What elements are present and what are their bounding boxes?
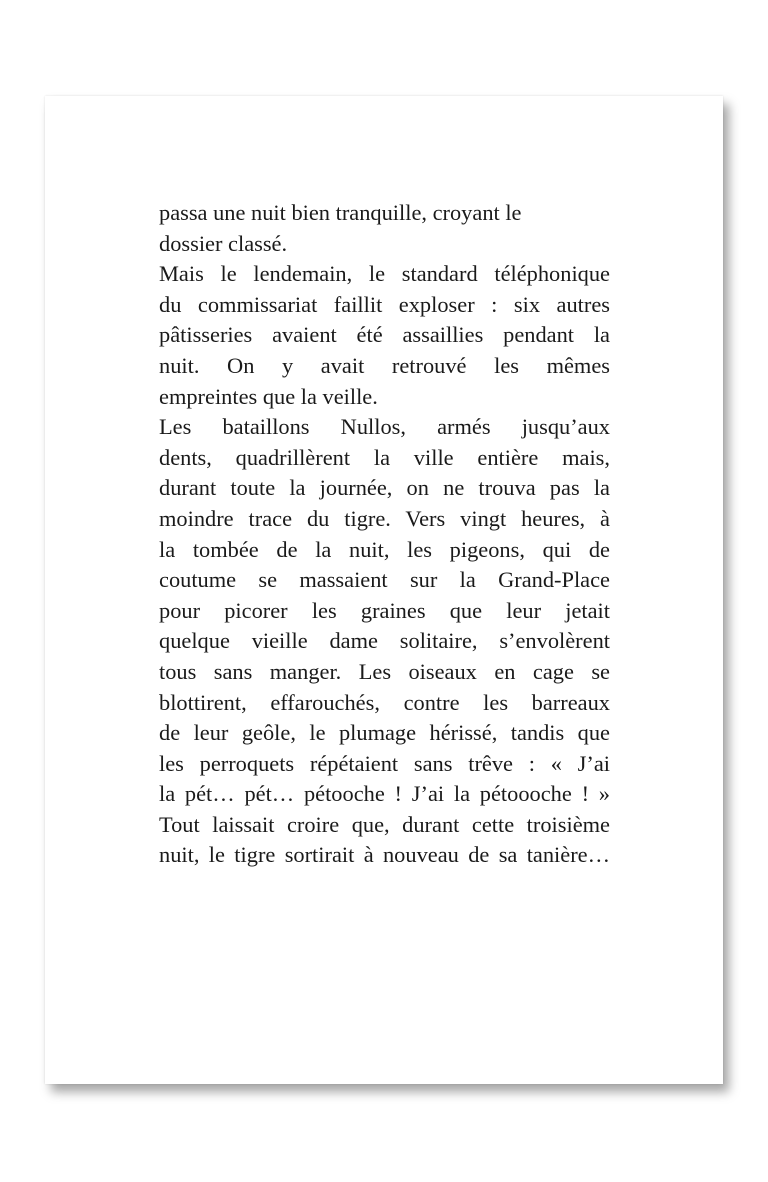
- book-page: [45, 96, 723, 1084]
- text-line: Les bataillons Nullos, armés jusqu’aux: [159, 414, 610, 440]
- text-line: tous sans manger. Les oiseaux en cage se: [159, 658, 610, 684]
- text-line: dossier classé.: [159, 230, 288, 256]
- text-line: passa une nuit bien tranquille, croyant le: [159, 200, 522, 225]
- text-line: du commissariat faillit exploser : six autres: [159, 291, 610, 317]
- text-line: blottirent, effarouchés, contre les barreaux: [159, 689, 610, 715]
- text-line: Mais le lendemain, le standard téléphonique: [159, 261, 610, 287]
- text-line: les perroquets répétaient sans trêve : « J’ai: [159, 750, 610, 776]
- text-line: durant toute la journée, on ne trouva pas la: [159, 475, 610, 501]
- text-line: la tombée de la nuit, les pigeons, qui de: [159, 536, 610, 562]
- text-line: pour picorer les graines que leur jetait: [159, 597, 610, 623]
- text-line: la pét… pét… pétooche ! J’ai la pétoooche ! »: [159, 781, 610, 807]
- text-line: empreintes que la veille.: [159, 383, 378, 409]
- text-line: moindre trace du tigre. Vers vingt heures, à: [159, 505, 610, 531]
- text-line: pâtisseries avaient été assaillies pendant la: [159, 322, 610, 348]
- body-text: [159, 198, 610, 871]
- text-line: nuit, le tigre sortirait à nouveau de sa tanière…: [159, 842, 610, 868]
- text-line: coutume se massaient sur la Grand-Place: [159, 567, 610, 593]
- text-line: dents, quadrillèrent la ville entière mais,: [159, 444, 610, 470]
- text-line: nuit. On y avait retrouvé les mêmes: [159, 352, 610, 378]
- text-line: Tout laissait croire que, durant cette troisième: [159, 811, 610, 837]
- text-line: quelque vieille dame solitaire, s’envolèrent: [159, 628, 610, 654]
- text-line: de leur geôle, le plumage hérissé, tandis que: [159, 720, 610, 746]
